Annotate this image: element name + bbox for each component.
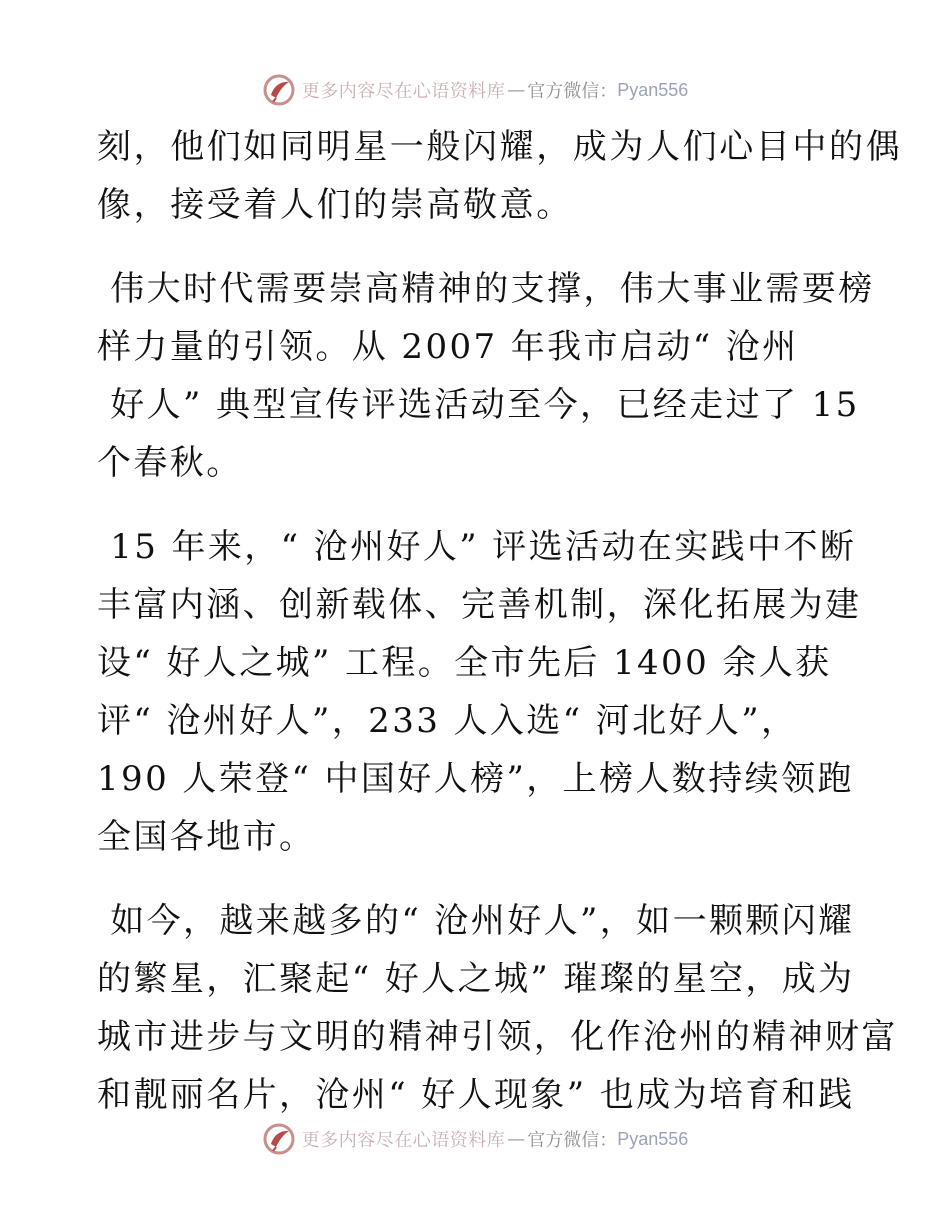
paragraph bbox=[97, 118, 903, 234]
header-watermark-banner bbox=[0, 70, 950, 110]
brand-logo-icon bbox=[262, 1122, 296, 1156]
text-line: 丰富内涵、创新载体、完善机制，深化拓展为建 bbox=[97, 585, 862, 625]
paragraph bbox=[97, 518, 862, 866]
text-line: 样力量的引领。从 2007 年我市启动“ 沧州 bbox=[97, 327, 799, 367]
header-banner-separator: — bbox=[507, 79, 526, 101]
header-banner-text: 更多内容尽在心语资料库 bbox=[301, 81, 506, 102]
footer-watermark-banner bbox=[0, 1119, 950, 1159]
text-line: 设“ 好人之城” 工程。全市先后 1400 余人获 bbox=[97, 643, 832, 683]
header-banner-wechat-label: 官方微信： bbox=[527, 81, 618, 102]
text-line: 和靓丽名片，沧州“ 好人现象” 也成为培育和践 bbox=[97, 1075, 855, 1115]
paragraph bbox=[97, 260, 875, 492]
footer-banner-text: 更多内容尽在心语资料库 bbox=[301, 1130, 506, 1151]
brand-logo-icon bbox=[262, 73, 296, 107]
footer-banner-separator: — bbox=[507, 1128, 526, 1150]
text-line: 15 年来，“ 沧州好人” 评选活动在实践中不断 bbox=[97, 527, 857, 567]
document-body bbox=[97, 118, 903, 1150]
text-line: 全国各地市。 bbox=[97, 817, 316, 857]
text-line: 如今，越来越多的“ 沧州好人”，如一颗颗闪耀 bbox=[97, 901, 855, 941]
text-line: 个春秋。 bbox=[97, 443, 243, 483]
footer-banner-wechat-id: Pyan556 bbox=[617, 1128, 689, 1149]
text-line: 刻，他们如同明星一般闪耀，成为人们心目中的偶 bbox=[97, 127, 903, 167]
text-line: 好人” 典型宣传评选活动至今，已经走过了 15 bbox=[97, 385, 860, 425]
text-line: 190 人荣登“ 中国好人榜”，上榜人数持续领跑 bbox=[97, 759, 854, 799]
paragraph bbox=[97, 892, 898, 1124]
footer-banner-wechat-label: 官方微信： bbox=[527, 1130, 618, 1151]
header-banner-wechat-id: Pyan556 bbox=[617, 79, 689, 100]
text-line: 城市进步与文明的精神引领，化作沧州的精神财富 bbox=[97, 1017, 898, 1057]
text-line: 的繁星，汇聚起“ 好人之城” 璀璨的星空，成为 bbox=[97, 959, 855, 999]
text-line: 评“ 沧州好人”，233 人入选“ 河北好人”， bbox=[97, 701, 798, 741]
text-line: 伟大时代需要崇高精神的支撑，伟大事业需要榜 bbox=[97, 269, 875, 309]
text-line: 像，接受着人们的崇高敬意。 bbox=[97, 185, 573, 225]
